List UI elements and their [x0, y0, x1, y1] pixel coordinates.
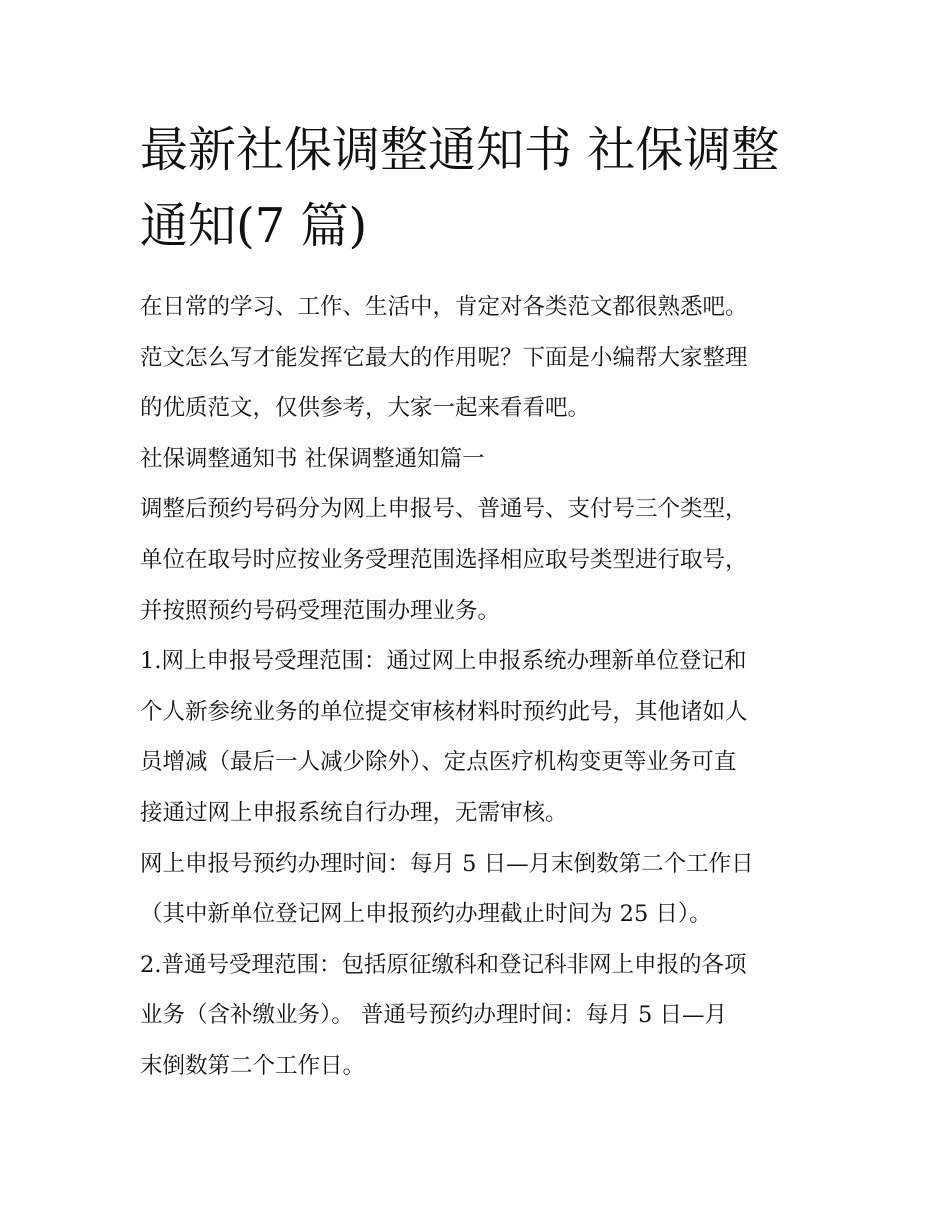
document-title: 最新社保调整通知书 社保调整 通知(7 篇)	[140, 122, 780, 254]
paragraph-online-scope: 1.网上申报号受理范围：通过网上申报系统办理新单位登记和 个人新参统业务的单位提交审核材料时预约此号，其他诸如人 员增减（最后一人减少除外）、定点医疗机构变更等业务可直 接通过网上申报系统自行办理，无需审核。	[140, 648, 748, 826]
paragraph-regular-scope: 2.普通号受理范围：包括原征缴科和登记科非网上申报的各项 业务（含补缴业务）。 普通号预约办理时间：每月 5 日—月 末倒数第二个工作日。	[140, 951, 747, 1079]
paragraph-online-hours: 网上申报号预约办理时间：每月 5 日—月末倒数第二个工作日 （其中新单位登记网上申报预约办理截止时间为 25 日）。	[140, 850, 754, 928]
intro-paragraph: 在日常的学习、工作、生活中，肯定对各类范文都很熟悉吧。 范文怎么写才能发挥它最大的作用呢？下面是小编帮大家整理 的优质范文，仅供参考，大家一起来看看吧。	[140, 294, 748, 422]
document-body	[140, 282, 820, 1092]
section-heading: 社保调整通知书 社保调整通知篇一	[140, 445, 485, 472]
paragraph-appointment-types: 调整后预约号码分为网上申报号、普通号、支付号三个类型， 单位在取号时应按业务受理范围选择相应取号类型进行取号， 并按照预约号码受理范围办理业务。	[140, 496, 748, 624]
